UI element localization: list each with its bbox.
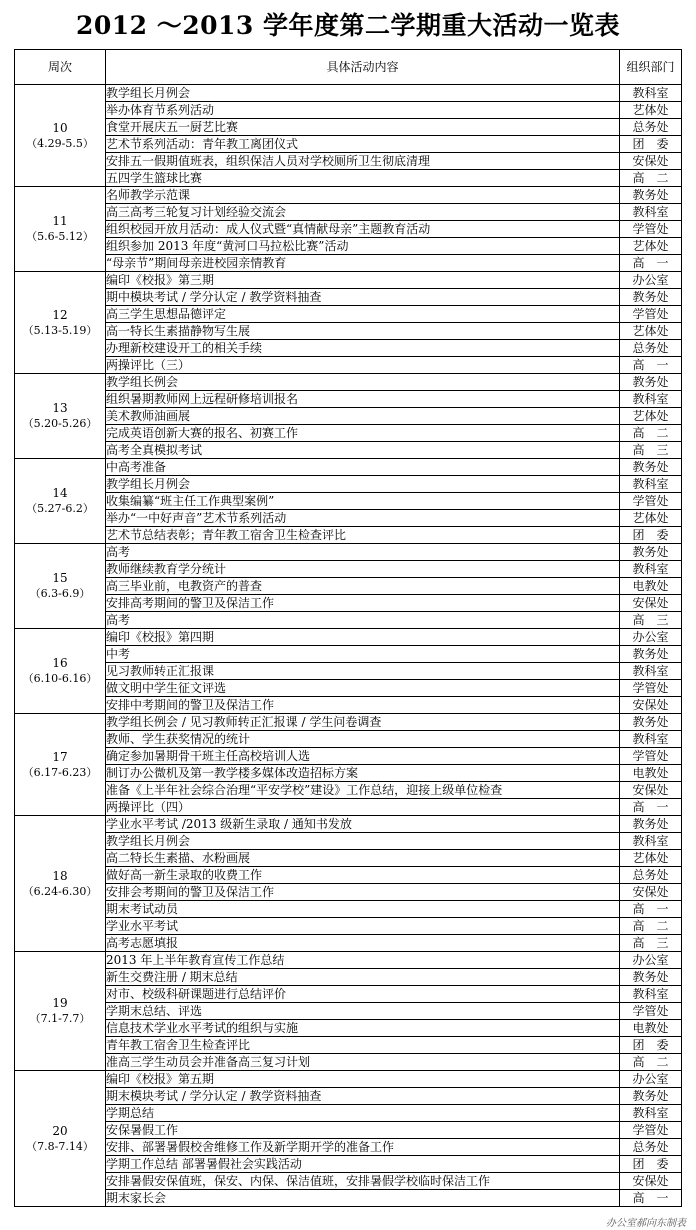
table-row (15, 170, 682, 187)
dept-cell: 安保处 (620, 1173, 682, 1190)
dept-cell: 教科室 (620, 85, 682, 102)
activity-cell: 高考全真模拟考试 (106, 442, 620, 459)
week-cell (15, 1071, 106, 1207)
week-number: 13 (52, 401, 68, 415)
week-number: 18 (52, 868, 68, 883)
dept-cell: 教务处 (620, 1088, 682, 1105)
activity-cell: 两操评比（三） (106, 357, 620, 374)
dept-cell: 教科室 (620, 204, 682, 221)
table-row (15, 408, 682, 425)
dept-cell: 教务处 (620, 459, 682, 476)
activity-cell: 期末考试动员 (106, 901, 620, 918)
table-row (15, 867, 682, 884)
activity-cell: 对市、校级科研课题进行总结评价 (106, 986, 620, 1003)
table-row (15, 102, 682, 119)
week-dates: （7.1-7.7） (29, 1012, 91, 1025)
page-title: 2012 ～2013 学年度第二学期重大活动一览表 (75, 11, 621, 40)
table-row (15, 1190, 682, 1207)
activity-cell: 教师、学生获奖情况的统计 (106, 731, 620, 748)
table-row (15, 187, 682, 204)
week-dates: （5.27-6.2） (26, 502, 94, 515)
table-row (15, 595, 682, 612)
dept-cell: 教务处 (620, 544, 682, 561)
week-dates: （6.3-6.9） (29, 587, 91, 600)
table-row (15, 1173, 682, 1190)
table-row (15, 731, 682, 748)
activity-cell: 学期工作总结 部署暑假社会实践活动 (106, 1156, 620, 1173)
activity-cell: 教学组长例会 / 见习教师转正汇报课 / 学生问卷调查 (106, 714, 620, 731)
table-row (15, 340, 682, 357)
dept-cell: 办公室 (620, 1071, 682, 1088)
week-number: 15 (52, 571, 68, 585)
activity-cell: 安保暑假工作 (106, 1122, 620, 1139)
dept-cell: 办公室 (620, 629, 682, 646)
dept-cell: 高 一 (620, 255, 682, 272)
table-row (15, 833, 682, 850)
table-row (15, 493, 682, 510)
dept-cell: 学管处 (620, 221, 682, 238)
activity-cell: 安排暑假安保值班，保安、内保、保洁值班，安排暑假学校临时保洁工作 (106, 1173, 620, 1190)
activity-cell: 安排会考期间的警卫及保洁工作 (106, 884, 620, 901)
activity-cell: “母亲节”期间母亲进校园亲情教育 (106, 255, 620, 272)
week-number: 17 (52, 749, 68, 764)
header-week: 周次 (15, 50, 106, 85)
activity-cell: 美术教师油画展 (106, 408, 620, 425)
week-cell (15, 459, 106, 544)
activity-cell: 艺术节总结表彰；青年教工宿舍卫生检查评比 (106, 527, 620, 544)
activity-cell: 青年教工宿舍卫生检查评比 (106, 1037, 620, 1054)
table-row (15, 952, 682, 969)
table-row (15, 918, 682, 935)
table-row (15, 1122, 682, 1139)
dept-cell: 教务处 (620, 374, 682, 391)
dept-cell: 办公室 (620, 272, 682, 289)
table-row (15, 442, 682, 459)
table-row (15, 697, 682, 714)
table-row (15, 238, 682, 255)
dept-cell: 团 委 (620, 1037, 682, 1054)
table-row (15, 1156, 682, 1173)
dept-cell: 艺体处 (620, 323, 682, 340)
table-row (15, 544, 682, 561)
activity-cell: 学期末总结、评选 (106, 1003, 620, 1020)
week-dates: （4.29-5.5） (26, 136, 94, 150)
table-row (15, 578, 682, 595)
activity-cell: 组织暑期教师网上远程研修培训报名 (106, 391, 620, 408)
activity-cell: 安排高考期间的警卫及保洁工作 (106, 595, 620, 612)
table-row (15, 748, 682, 765)
activity-cell: 艺术节系列活动：青年教工离团仪式 (106, 136, 620, 153)
week-dates: （7.8-7.14） (26, 1139, 94, 1153)
week-number: 10 (52, 120, 68, 135)
activity-cell: 举办“一中好声音”艺术节系列活动 (106, 510, 620, 527)
table-row (15, 85, 682, 102)
table-row (15, 663, 682, 680)
dept-cell: 团 委 (620, 1156, 682, 1173)
activity-cell: 安排五一假期值班表，组织保洁人员对学校厕所卫生彻底清理 (106, 153, 620, 170)
table-row (15, 153, 682, 170)
activity-cell: 高三毕业前，电教资产的普查 (106, 578, 620, 595)
table-header-row (15, 50, 682, 85)
dept-cell: 电教处 (620, 1020, 682, 1037)
activity-cell: 高二特长生素描、水粉画展 (106, 850, 620, 867)
table-row (15, 425, 682, 442)
week-number: 11 (52, 214, 68, 228)
activity-cell: 食堂开展庆五一厨艺比赛 (106, 119, 620, 136)
dept-cell: 艺体处 (620, 238, 682, 255)
dept-cell: 学管处 (620, 306, 682, 323)
dept-cell: 学管处 (620, 493, 682, 510)
activity-cell: 五四学生篮球比赛 (106, 170, 620, 187)
table-row (15, 527, 682, 544)
dept-cell: 团 委 (620, 136, 682, 153)
dept-cell: 总务处 (620, 867, 682, 884)
activity-cell: 组织参加 2013 年度“黄河口马拉松比赛”活动 (106, 238, 620, 255)
table-row (15, 1071, 682, 1088)
table-row (15, 1054, 682, 1071)
week-dates: （6.10-6.16） (22, 672, 98, 685)
activity-cell: 高考 (106, 612, 620, 629)
table-row (15, 884, 682, 901)
dept-cell: 高 一 (620, 799, 682, 816)
dept-cell: 安保处 (620, 782, 682, 799)
week-cell (15, 187, 106, 272)
table-row (15, 221, 682, 238)
dept-cell: 教务处 (620, 816, 682, 833)
table-body (15, 85, 682, 1207)
table-row (15, 136, 682, 153)
activity-cell: 信息技术学业水平考试的组织与实施 (106, 1020, 620, 1037)
dept-cell: 安保处 (620, 697, 682, 714)
dept-cell: 总务处 (620, 1139, 682, 1156)
dept-cell: 学管处 (620, 1003, 682, 1020)
dept-cell: 总务处 (620, 119, 682, 136)
dept-cell: 教务处 (620, 714, 682, 731)
activity-cell: 两操评比（四） (106, 799, 620, 816)
activity-cell: 学业水平考试 /2013 级新生录取 / 通知书发放 (106, 816, 620, 833)
table-row (15, 969, 682, 986)
table-row (15, 1037, 682, 1054)
week-cell (15, 714, 106, 816)
dept-cell: 教科室 (620, 476, 682, 493)
dept-cell: 教科室 (620, 1105, 682, 1122)
week-cell (15, 374, 106, 459)
table-row (15, 323, 682, 340)
dept-cell: 电教处 (620, 578, 682, 595)
dept-cell: 艺体处 (620, 850, 682, 867)
week-cell (15, 952, 106, 1071)
table-row (15, 510, 682, 527)
activity-cell: 学业水平考试 (106, 918, 620, 935)
week-cell (15, 816, 106, 952)
dept-cell: 高 二 (620, 425, 682, 442)
dept-cell: 教科室 (620, 986, 682, 1003)
table-row (15, 612, 682, 629)
dept-cell: 教科室 (620, 731, 682, 748)
activity-cell: 期中模块考试 / 学分认定 / 教学资料抽查 (106, 289, 620, 306)
dept-cell: 高 二 (620, 918, 682, 935)
dept-cell: 高 三 (620, 612, 682, 629)
week-cell (15, 85, 106, 187)
activity-cell: 收集编纂“班主任工作典型案例” (106, 493, 620, 510)
week-number: 19 (52, 996, 68, 1010)
table-row (15, 714, 682, 731)
activity-cell: 办理新校建设开工的相关手续 (106, 340, 620, 357)
activity-cell: 组织校园开放月活动：成人仪式暨“真情献母亲”主题教育活动 (106, 221, 620, 238)
dept-cell: 办公室 (620, 952, 682, 969)
activity-cell: 确定参加暑期骨干班主任高校培训人选 (106, 748, 620, 765)
dept-cell: 高 二 (620, 170, 682, 187)
dept-cell: 总务处 (620, 340, 682, 357)
dept-cell: 艺体处 (620, 510, 682, 527)
activity-cell: 完成英语创新大赛的报名、初赛工作 (106, 425, 620, 442)
dept-cell: 教务处 (620, 289, 682, 306)
activity-cell: 见习教师转正汇报课 (106, 663, 620, 680)
header-dept: 组织部门 (620, 50, 682, 85)
table-row (15, 1003, 682, 1020)
week-number: 20 (52, 1123, 68, 1138)
dept-cell: 学管处 (620, 1122, 682, 1139)
activity-cell: 编印《校报》第四期 (106, 629, 620, 646)
activity-cell: 新生交费注册 / 期末总结 (106, 969, 620, 986)
dept-cell: 高 三 (620, 935, 682, 952)
table-row (15, 561, 682, 578)
table-row (15, 816, 682, 833)
table-row (15, 391, 682, 408)
dept-cell: 教科室 (620, 663, 682, 680)
table-row (15, 357, 682, 374)
activity-cell: 中高考准备 (106, 459, 620, 476)
week-dates: （5.6-5.12） (26, 230, 94, 243)
week-number: 12 (52, 307, 68, 322)
activity-cell: 2013 年上半年教育宣传工作总结 (106, 952, 620, 969)
table-row (15, 680, 682, 697)
table-row (15, 1139, 682, 1156)
dept-cell: 学管处 (620, 680, 682, 697)
dept-cell: 教科室 (620, 391, 682, 408)
activity-cell: 做文明中学生征文评选 (106, 680, 620, 697)
table-row (15, 901, 682, 918)
table-row (15, 255, 682, 272)
activity-cell: 学期总结 (106, 1105, 620, 1122)
week-dates: （6.24-6.30） (22, 884, 98, 898)
week-dates: （5.13-5.19） (22, 323, 98, 337)
week-cell (15, 629, 106, 714)
week-number: 14 (52, 486, 68, 500)
activity-cell: 编印《校报》第五期 (106, 1071, 620, 1088)
table-row (15, 935, 682, 952)
table-row (15, 289, 682, 306)
activity-cell: 高一特长生素描静物写生展 (106, 323, 620, 340)
dept-cell: 教务处 (620, 969, 682, 986)
table-row (15, 1088, 682, 1105)
table-row (15, 986, 682, 1003)
week-dates: （5.20-5.26） (22, 417, 98, 430)
activity-cell: 期末模块考试 / 学分认定 / 教学资料抽查 (106, 1088, 620, 1105)
table-row (15, 629, 682, 646)
table-row (15, 374, 682, 391)
dept-cell: 学管处 (620, 748, 682, 765)
table-row (15, 646, 682, 663)
dept-cell: 教科室 (620, 561, 682, 578)
dept-cell: 高 一 (620, 357, 682, 374)
dept-cell: 艺体处 (620, 102, 682, 119)
week-number: 16 (52, 656, 68, 670)
footer-note: 办公室郝向东制表 (606, 1218, 686, 1229)
dept-cell: 安保处 (620, 884, 682, 901)
activity-cell: 高三学生思想品德评定 (106, 306, 620, 323)
dept-cell: 高 一 (620, 901, 682, 918)
dept-cell: 高 一 (620, 1190, 682, 1207)
activity-cell: 教学组长月例会 (106, 85, 620, 102)
table-row (15, 459, 682, 476)
activity-cell: 举办体育节系列活动 (106, 102, 620, 119)
activity-cell: 准备《上半年社会综合治理“平安学校”建设》工作总结，迎接上级单位检查 (106, 782, 620, 799)
activity-table (14, 49, 682, 1207)
header-activity: 具体活动内容 (106, 50, 620, 85)
table-row (15, 272, 682, 289)
table-row (15, 850, 682, 867)
week-cell (15, 272, 106, 374)
dept-cell: 电教处 (620, 765, 682, 782)
activity-cell: 教师继续教育学分统计 (106, 561, 620, 578)
activity-cell: 教学组长月例会 (106, 476, 620, 493)
dept-cell: 教务处 (620, 187, 682, 204)
activity-cell: 期末家长会 (106, 1190, 620, 1207)
dept-cell: 教务处 (620, 646, 682, 663)
activity-cell: 名师教学示范课 (106, 187, 620, 204)
activity-cell: 教学组长月例会 (106, 833, 620, 850)
activity-cell: 安排、部署暑假校舍维修工作及新学期开学的准备工作 (106, 1139, 620, 1156)
table-row (15, 306, 682, 323)
week-cell (15, 544, 106, 629)
dept-cell: 高 二 (620, 1054, 682, 1071)
dept-cell: 艺体处 (620, 408, 682, 425)
table-row (15, 1020, 682, 1037)
activity-cell: 准高三学生动员会并准备高三复习计划 (106, 1054, 620, 1071)
activity-cell: 高考志愿填报 (106, 935, 620, 952)
dept-cell: 安保处 (620, 153, 682, 170)
week-dates: （6.17-6.23） (22, 765, 98, 779)
activity-cell: 高考 (106, 544, 620, 561)
activity-cell: 做好高一新生录取的收费工作 (106, 867, 620, 884)
table-row (15, 765, 682, 782)
table-row (15, 782, 682, 799)
table-row (15, 1105, 682, 1122)
table-row (15, 799, 682, 816)
table-row (15, 204, 682, 221)
dept-cell: 团 委 (620, 527, 682, 544)
dept-cell: 安保处 (620, 595, 682, 612)
dept-cell: 教科室 (620, 833, 682, 850)
activity-cell: 编印《校报》第三期 (106, 272, 620, 289)
activity-cell: 中考 (106, 646, 620, 663)
activity-cell: 制订办公微机及第一教学楼多媒体改造招标方案 (106, 765, 620, 782)
activity-cell: 安排中考期间的警卫及保洁工作 (106, 697, 620, 714)
dept-cell: 高 三 (620, 442, 682, 459)
activity-cell: 高三高考三轮复习计划经验交流会 (106, 204, 620, 221)
table-row (15, 476, 682, 493)
table-row (15, 119, 682, 136)
activity-cell: 教学组长例会 (106, 374, 620, 391)
